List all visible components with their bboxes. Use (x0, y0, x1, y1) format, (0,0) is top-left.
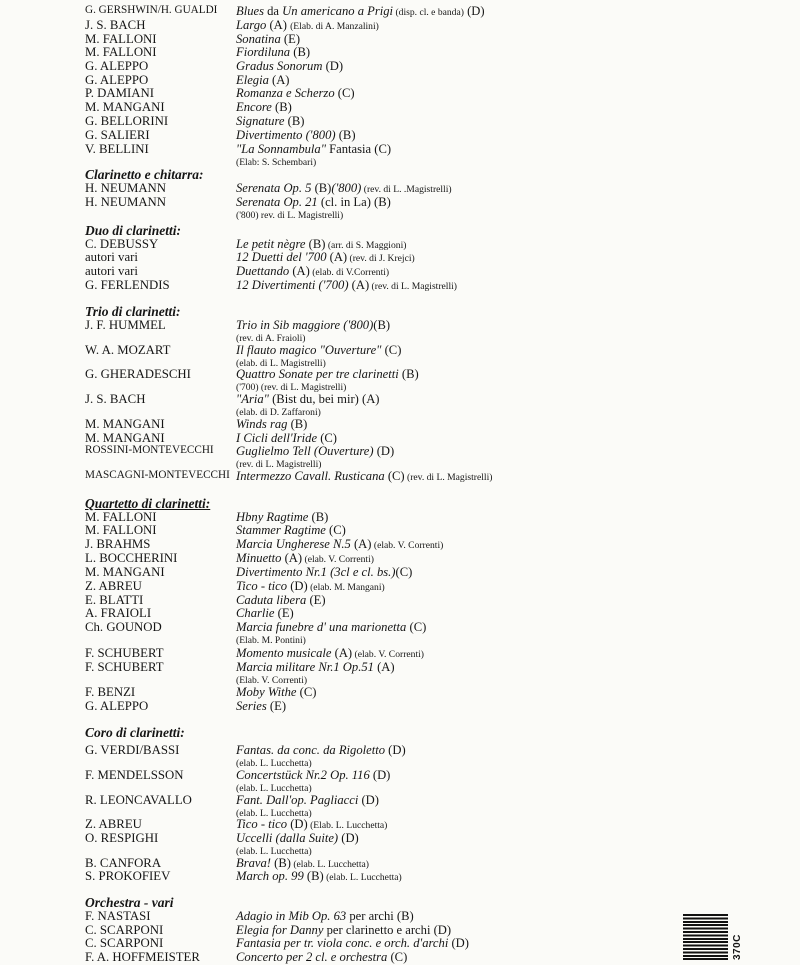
arrangement-note: (Elab. di A. Manzalini) (290, 21, 379, 32)
work-entry (236, 743, 406, 758)
work-entry (236, 537, 443, 552)
work-title: Momento musicale (236, 646, 332, 660)
composer-name: L. BOCCHERINI (85, 551, 178, 565)
work-title: Hbny Ragtime (236, 510, 309, 524)
composer-name: M. FALLONI (85, 510, 157, 524)
composer-name: Ch. GOUNOD (85, 620, 162, 634)
work-entry (236, 343, 401, 358)
difficulty-grade: (B) (308, 510, 329, 524)
barcode (683, 914, 728, 960)
work-entry (236, 278, 457, 293)
composer-name: F. BENZI (85, 685, 136, 699)
work-title: Caduta libera (236, 593, 307, 607)
composer-name: O. RESPIGHI (85, 831, 159, 845)
work-title: Serenata Op. 5 (236, 181, 312, 195)
work-title: 12 Duetti del '700 (236, 250, 327, 264)
section-heading: Orchestra - vari (85, 895, 174, 910)
work-entry (236, 817, 387, 832)
arrangement-note: (rev. di L. Magistrelli) (369, 281, 457, 292)
work-title: Tico - tico (236, 817, 288, 831)
arrangement-note: (elab. V. Correnti) (302, 554, 374, 565)
composer-name: M. MANGANI (85, 100, 165, 114)
work-title: Concertstück Nr.2 Op. 116 (236, 768, 370, 782)
composer-name: C. SCARPONI (85, 923, 164, 937)
composer-name: G. BELLORINI (85, 114, 169, 128)
difficulty-grade: (A) (358, 392, 380, 406)
work-entry (236, 318, 390, 333)
work-entry (236, 606, 294, 621)
work-entry (236, 523, 346, 538)
work-title: Encore (236, 100, 272, 114)
work-title: Charlie (236, 606, 275, 620)
work-title: Romanza e Scherzo (236, 86, 335, 100)
work-entry (236, 195, 391, 210)
difficulty-grade: (C) (395, 565, 413, 579)
work-entry (236, 793, 379, 808)
difficulty-grade: (B) (305, 237, 326, 251)
work-entry (236, 869, 402, 884)
composer-name: B. CANFORA (85, 856, 162, 870)
composer-name: M. MANGANI (85, 565, 165, 579)
work-title: Stammer Ragtime (236, 523, 326, 537)
difficulty-grade: (D) (287, 579, 308, 593)
work-detail: (Bist du, bei mir) (268, 392, 359, 406)
arrangement-note: (elab. V. Correnti) (352, 649, 424, 660)
section-heading: Duo di clarinetti: (85, 223, 182, 238)
composer-name: W. A. MOZART (85, 343, 171, 357)
composer-name: G. GERSHWIN/H. GUALDI (85, 4, 218, 16)
composer-name: autori vari (85, 264, 138, 278)
composer-name: autori vari (85, 250, 138, 264)
edition-note: (elab. L. Lucchetta) (236, 783, 312, 794)
difficulty-grade: (C) (387, 950, 408, 964)
composer-name: G. ALEPPO (85, 59, 149, 73)
work-detail-italic: Un americano a Prigi (282, 4, 394, 18)
difficulty-grade: (E) (306, 593, 326, 607)
difficulty-grade: (C) (384, 469, 405, 483)
arrangement-note: (disp. cl. e banda) (393, 7, 464, 18)
work-title: Divertimento Nr.1 (3cl e cl. bs.) (236, 565, 396, 579)
work-entry (236, 86, 355, 101)
composer-name: MASCAGNI-MONTEVECCHI (85, 469, 230, 481)
work-title: Quattro Sonate per tre clarinetti (236, 367, 399, 381)
work-detail: (cl. in La) (317, 195, 371, 209)
composer-name: J. F. HUMMEL (85, 318, 166, 332)
work-entry (236, 936, 469, 951)
arrangement-note: (rev. di J. Krejci) (347, 253, 415, 264)
work-entry (236, 469, 492, 484)
difficulty-grade: (A) (348, 278, 370, 292)
difficulty-grade: (D) (358, 793, 379, 807)
work-title: Fant. Dall'op. Pagliacci (236, 793, 359, 807)
composer-name: F. NASTASI (85, 909, 151, 923)
work-entry (236, 250, 415, 265)
work-title: I Cicli dell'Iride (236, 431, 318, 445)
difficulty-grade: (B) (335, 128, 356, 142)
difficulty-grade: (A) (350, 537, 372, 551)
composer-name: F. SCHUBERT (85, 660, 164, 674)
barcode-digits: 370C (732, 934, 743, 960)
composer-name: Z. ABREU (85, 817, 142, 831)
work-detail: per archi (346, 909, 394, 923)
work-title: Le petit nègre (236, 237, 306, 251)
difficulty-grade: (A) (331, 646, 353, 660)
composer-name: ROSSINI-MONTEVECCHI (85, 444, 214, 456)
work-detail: Fantasia (326, 142, 372, 156)
composer-name: V. BELLINI (85, 142, 149, 156)
work-detail: per clarinetto e archi (323, 923, 431, 937)
composer-name: J. BRAHMS (85, 537, 151, 551)
work-title: Winds rag (236, 417, 288, 431)
difficulty-grade: (B) (284, 114, 305, 128)
work-title: Largo (236, 18, 267, 32)
work-title: Fantas. da conc. da Rigoletto (236, 743, 386, 757)
composer-name: Z. ABREU (85, 579, 142, 593)
work-title: Tico - tico (236, 579, 288, 593)
composer-name: J. S. BACH (85, 392, 146, 406)
work-title: Intermezzo Cavall. Rusticana (236, 469, 385, 483)
composer-name: J. S. BACH (85, 18, 146, 32)
arrangement-note: (rev. di L. Magistrelli) (404, 472, 493, 483)
work-title: Marcia funebre d' una marionetta (236, 620, 407, 634)
difficulty-grade: (A) (268, 73, 290, 87)
work-title: Minuetto (236, 551, 282, 565)
edition-note: (elab. di L. Magistrelli) (236, 358, 326, 369)
composer-name: M. FALLONI (85, 523, 157, 537)
work-entry (236, 444, 394, 459)
work-title: Guglielmo Tell (Ouverture) (236, 444, 374, 458)
composer-name: E. BLATTI (85, 593, 144, 607)
edition-note: (elab. di D. Zaffaroni) (236, 407, 321, 418)
work-title: Il flauto magico "Ouverture" (236, 343, 382, 357)
edition-note: (elab. L. Lucchetta) (236, 846, 312, 857)
arrangement-note: (elab. M. Mangani) (307, 582, 385, 593)
work-entry (236, 551, 374, 566)
edition-note: ('700) (rev. di L. Magistrelli) (236, 382, 347, 393)
difficulty-grade: (C) (406, 620, 427, 634)
difficulty-grade: (B) (270, 856, 291, 870)
work-title: Fiordiluna (236, 45, 291, 59)
composer-name: F. A. HOFFMEISTER (85, 950, 200, 964)
composer-name: M. FALLONI (85, 45, 157, 59)
work-entry (236, 128, 356, 143)
work-entry (236, 620, 426, 635)
composer-name: A. FRAIOLI (85, 606, 152, 620)
work-entry (236, 909, 414, 924)
composer-name: G. FERLENDIS (85, 278, 170, 292)
edition-note: (rev. di L. Magistrelli) (236, 459, 322, 470)
work-detail-italic: ('800) (331, 181, 362, 195)
difficulty-grade: (A) (289, 264, 310, 278)
work-entry (236, 565, 412, 580)
difficulty-grade: (A) (326, 250, 348, 264)
arrangement-note: (elab. L. Lucchetta) (290, 859, 369, 870)
work-title: "Aria" (236, 392, 269, 406)
work-entry (236, 142, 391, 157)
composer-name: G. GHERADESCHI (85, 367, 191, 381)
difficulty-grade: (A) (373, 660, 395, 674)
composer-name: G. ALEPPO (85, 73, 149, 87)
arrangement-note: (elab. V. Correnti) (371, 540, 444, 551)
composer-name: G. VERDI/BASSI (85, 743, 180, 757)
composer-name: P. DAMIANI (85, 86, 154, 100)
composer-name: M. MANGANI (85, 431, 165, 445)
work-entry (236, 114, 304, 129)
difficulty-grade: (D) (385, 743, 406, 757)
difficulty-grade: (A) (266, 18, 291, 32)
edition-note: (rev. di A. Fraioli) (236, 333, 306, 344)
composer-name: S. PROKOFIEV (85, 869, 171, 883)
work-title: Divertimento ('800) (236, 128, 336, 142)
difficulty-grade: (B) (393, 909, 414, 923)
work-title: Fantasia per tr. viola conc. e orch. d'archi (236, 936, 449, 950)
composer-name: H. NEUMANN (85, 195, 167, 209)
arrangement-note: (arr. di S. Maggioni) (325, 240, 407, 251)
difficulty-grade: (A) (281, 551, 303, 565)
difficulty-grade: (B) (373, 318, 391, 332)
composer-name: H. NEUMANN (85, 181, 167, 195)
section-heading: Clarinetto e chitarra: (85, 167, 204, 182)
difficulty-grade: (D) (369, 768, 391, 782)
work-title: "La Sonnambula" (236, 142, 326, 156)
difficulty-grade: (C) (381, 343, 402, 357)
work-title: Marcia Ungherese N.5 (236, 537, 351, 551)
difficulty-grade: (B) (370, 195, 391, 209)
section-heading: Quartetto di clarinetti: (85, 496, 211, 511)
work-entry (236, 59, 343, 74)
work-title: Marcia militare Nr.1 Op.51 (236, 660, 374, 674)
work-title: Concerto per 2 cl. e orchestra (236, 950, 388, 964)
difficulty-grade: (D) (463, 4, 485, 18)
work-entry (236, 264, 389, 279)
work-title: Elegia (236, 73, 269, 87)
edition-note: ('800) rev. di L. Magistrelli) (236, 210, 344, 221)
difficulty-grade: (C) (317, 431, 337, 445)
work-entry (236, 181, 452, 196)
work-title: March op. 99 (236, 869, 304, 883)
work-entry (236, 660, 395, 675)
edition-note: (elab. L. Lucchetta) (236, 758, 312, 769)
difficulty-grade: (D) (338, 831, 359, 845)
arrangement-note: (Elab. L. Lucchetta) (307, 820, 388, 831)
arrangement-note: (rev. di L. .Magistrelli) (361, 184, 452, 195)
work-entry (236, 950, 407, 965)
composer-name: F. MENDELSSON (85, 768, 184, 782)
work-entry (236, 699, 286, 714)
difficulty-grade: (D) (322, 59, 344, 73)
work-entry (236, 831, 359, 846)
composer-name: C. SCARPONI (85, 936, 164, 950)
work-entry (236, 685, 316, 700)
difficulty-grade: (D) (430, 923, 452, 937)
work-detail: da (263, 4, 283, 18)
edition-note: (elab. L. Lucchetta) (236, 808, 312, 819)
arrangement-note: (elab. L. Lucchetta) (323, 872, 402, 883)
work-title: 12 Divertimenti ('700) (236, 278, 349, 292)
work-title: Blues (236, 4, 264, 18)
edition-note: (Elab: S. Schembari) (236, 157, 317, 168)
difficulty-grade: (B) (398, 367, 419, 381)
difficulty-grade: (D) (373, 444, 395, 458)
difficulty-grade: (D) (287, 817, 308, 831)
work-entry (236, 768, 390, 783)
work-title: Adagio in Mib Op. 63 (236, 909, 347, 923)
work-title: Sonatina (236, 32, 281, 46)
work-entry (236, 100, 292, 115)
work-title: Gradus Sonorum (236, 59, 323, 73)
work-title: Duettando (236, 264, 290, 278)
difficulty-grade: (E) (274, 606, 294, 620)
work-title: Serenata Op. 21 (236, 195, 318, 209)
composer-name: G. ALEPPO (85, 699, 149, 713)
composer-name: C. DEBUSSY (85, 237, 159, 251)
difficulty-grade: (B) (311, 181, 332, 195)
difficulty-grade: (B) (303, 869, 324, 883)
difficulty-grade: (C) (371, 142, 392, 156)
composer-name: R. LEONCAVALLO (85, 793, 192, 807)
difficulty-grade: (D) (448, 936, 469, 950)
work-title: Uccelli (dalla Suite) (236, 831, 339, 845)
work-entry (236, 579, 385, 594)
difficulty-grade: (B) (271, 100, 292, 114)
work-title: Trio in Sib maggiore ('800) (236, 318, 374, 332)
arrangement-note: (elab. di V.Correnti) (309, 267, 390, 278)
difficulty-grade: (E) (266, 699, 287, 713)
composer-name: M. MANGANI (85, 417, 165, 431)
difficulty-grade: (C) (334, 86, 355, 100)
work-title: Signature (236, 114, 285, 128)
difficulty-grade: (C) (296, 685, 317, 699)
work-entry (236, 392, 380, 407)
difficulty-grade: (B) (287, 417, 308, 431)
difficulty-grade: (C) (325, 523, 346, 537)
section-heading: Trio di clarinetti: (85, 304, 181, 319)
work-title: Brava! (236, 856, 271, 870)
work-title: Moby Withe (236, 685, 297, 699)
composer-name: G. SALIERI (85, 128, 150, 142)
edition-note: (Elab. M. Pontini) (236, 635, 306, 646)
composer-name: M. FALLONI (85, 32, 157, 46)
composer-name: F. SCHUBERT (85, 646, 164, 660)
work-entry (236, 4, 485, 19)
work-title: Elegia for Danny (236, 923, 324, 937)
work-entry (236, 18, 379, 33)
difficulty-grade: (E) (280, 32, 301, 46)
edition-note: (Elab. V. Correnti) (236, 675, 308, 686)
work-entry (236, 367, 419, 382)
difficulty-grade: (B) (290, 45, 311, 59)
work-title: Series (236, 699, 267, 713)
work-entry (236, 417, 307, 432)
section-heading: Coro di clarinetti: (85, 725, 185, 740)
work-entry (236, 45, 310, 60)
work-entry (236, 646, 424, 661)
